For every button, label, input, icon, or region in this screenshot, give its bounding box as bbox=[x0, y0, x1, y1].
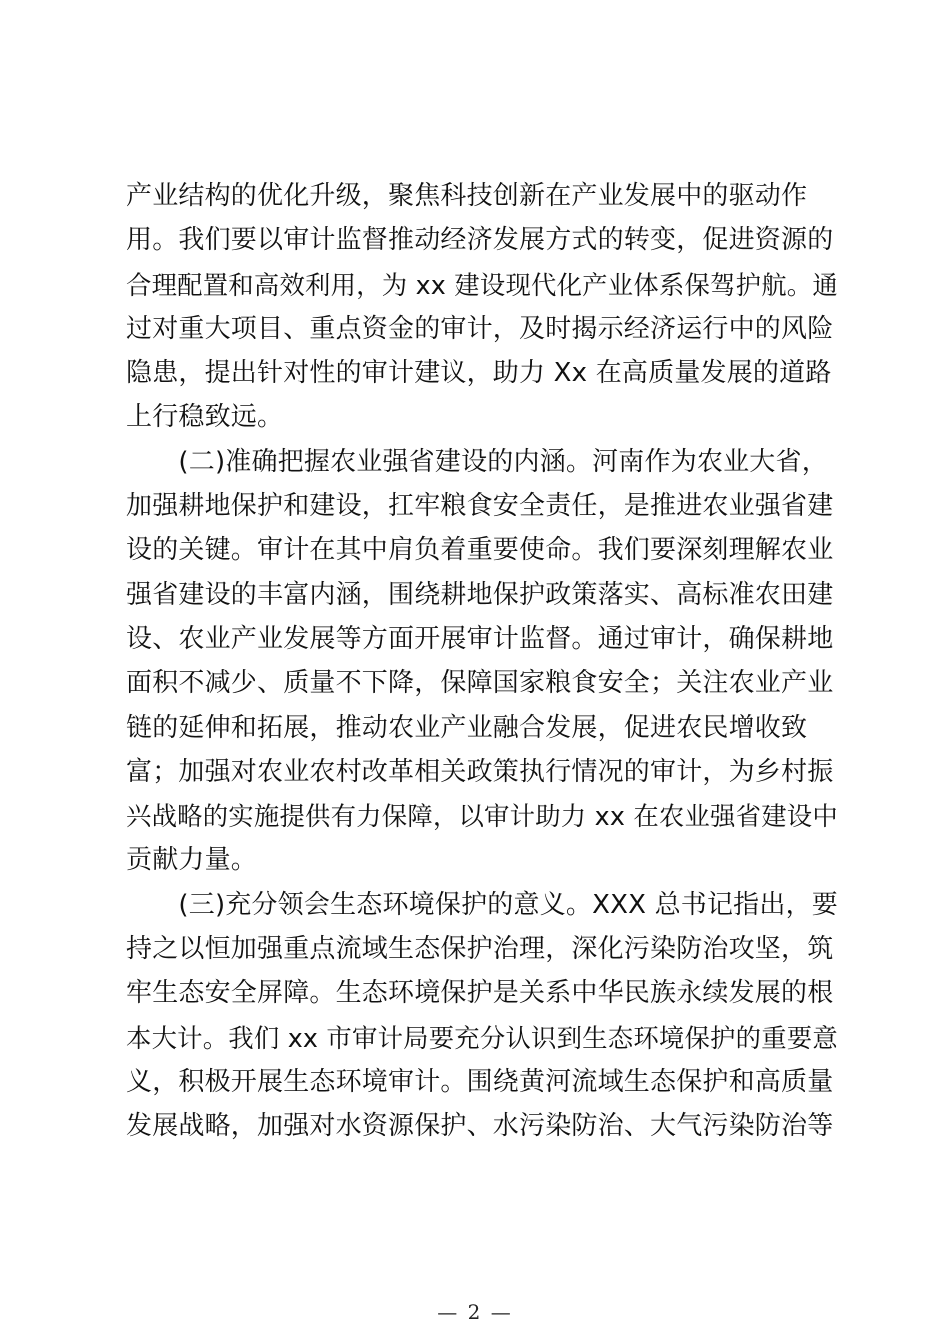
text-line: 牢生态安全屏障。生态环境保护是关系中华民族永续发展的根 bbox=[126, 978, 834, 1009]
text-line: 贡献力量。 bbox=[126, 845, 258, 876]
text-line: 过对重大项目、重点资金的审计，及时揭示经济运行中的风险 bbox=[126, 313, 834, 344]
text-line: 面积不减少、质量不下降，保障国家粮食安全；关注农业产业 bbox=[126, 668, 834, 699]
body-text bbox=[126, 174, 838, 1149]
text-line: 义，积极开展生态环境审计。围绕黄河流域生态保护和高质量 bbox=[126, 1066, 834, 1097]
text-line: 上行稳致远。 bbox=[126, 402, 284, 433]
text-line: 产业结构的优化升级，聚焦科技创新在产业发展中的驱动作 bbox=[126, 181, 808, 211]
text-line: 链的延伸和拓展，推动农业产业融合发展，促进农民增收致 bbox=[126, 712, 808, 743]
page-number: — 2 — bbox=[437, 1300, 513, 1324]
text-line: 兴战略的实施提供有力保障，以审计助力 xx 在农业强省建设中 bbox=[126, 801, 838, 832]
text-line: 发展战略，加强对水资源保护、水污染防治、大气污染防治等 bbox=[126, 1111, 834, 1142]
text-line: 合理配置和高效利用，为 xx 建设现代化产业体系保驾护航。通 bbox=[126, 269, 838, 300]
text-line: 本大计。我们 xx 市审计局要充分认识到生态环境保护的重要意 bbox=[126, 1022, 838, 1053]
text-line: 加强耕地保护和建设，扛牢粮食安全责任，是推进农业强省建 bbox=[126, 491, 834, 522]
text-line: 隐患，提出针对性的审计建议，助力 Xx 在高质量发展的道路 bbox=[126, 358, 832, 389]
text-line: 设、农业产业发展等方面开展审计监督。通过审计，确保耕地 bbox=[126, 623, 834, 654]
text-line: 用。我们要以审计监督推动经济发展方式的转变，促进资源的 bbox=[126, 225, 834, 256]
text-line: 持之以恒加强重点流域生态保护治理，深化污染防治攻坚，筑 bbox=[126, 934, 834, 965]
text-line: 设的关键。审计在其中肩负着重要使命。我们要深刻理解农业 bbox=[126, 535, 834, 566]
text-line: (二)准确把握农业强省建设的内涵。河南作为农业大省， bbox=[126, 446, 828, 477]
text-line: 富；加强对农业农村改革相关政策执行情况的审计，为乡村振 bbox=[126, 756, 834, 787]
text-line: 强省建设的丰富内涵，围绕耕地保护政策落实、高标准农田建 bbox=[126, 579, 834, 610]
text-line: (三)充分领会生态环境保护的意义。XXX 总书记指出，要 bbox=[126, 889, 838, 920]
